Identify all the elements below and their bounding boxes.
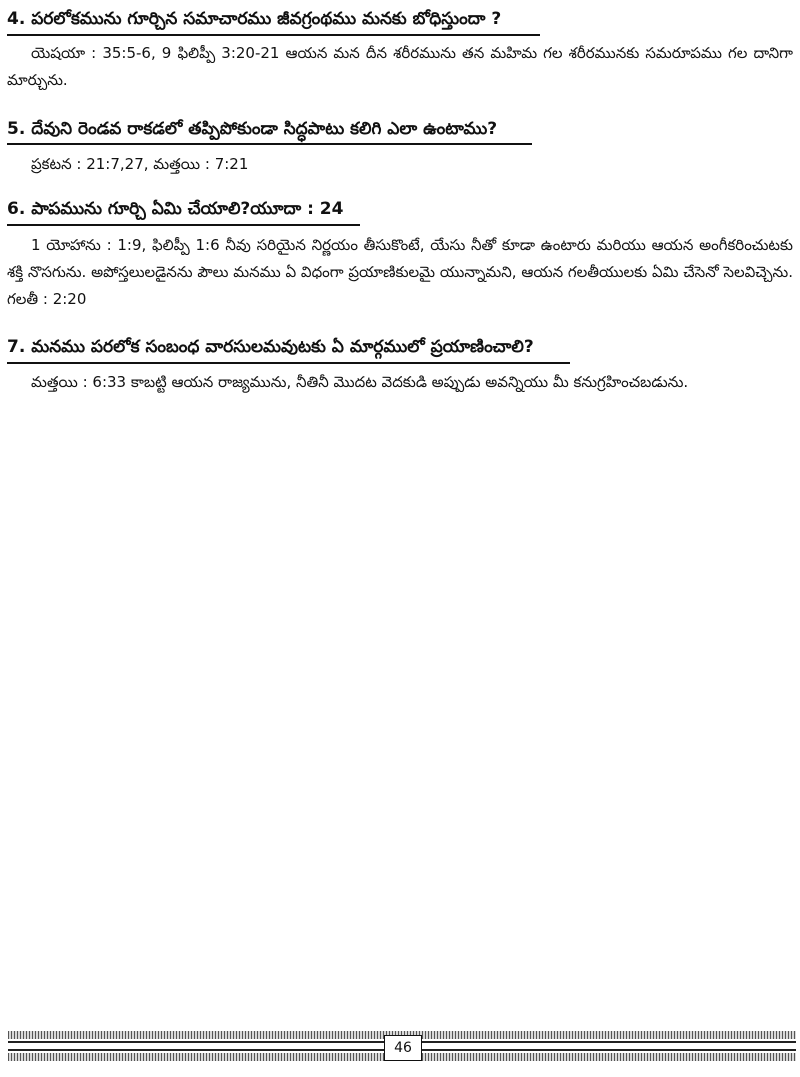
answer-text: ప్రకటన : 21:7,27, మత్తయి : 7:21 — [31, 155, 249, 173]
page-number: 46 — [384, 1035, 422, 1061]
question-underline — [7, 362, 570, 364]
question-underline — [7, 34, 540, 36]
question-heading: 4. పరలోకమును గూర్చిన సమాచారము జీవగ్రంథము మనకు బోధిస్తుందా ? — [7, 9, 502, 29]
answer-text: 1 యోహాను : 1:9, ఫిలిప్పీ 1:6 నీవు సరియైన నిర్ణయం తీసుకొంటే, యేసు నీతో కూడా ఉంటారు మరియు ఆయన అంగీకరించుటకు శక్తి నొసగును. అపోస్తలులడైనను పౌలు మనము ఏ విధంగా ప్రయాణికులమై యున్నామని, ఆయన గలతీయులకు ఏమి చేసెనో సెలవిచ్చెను. గలతీ : 2:20 — [7, 236, 793, 308]
answer-text: మత్తయి : 6:33 కాబట్టి ఆయన రాజ్యమును, నీతినీ మొదట వెదకుడి అప్పుడు అవన్నియు మీ కనుగ్రహించబడును. — [31, 373, 689, 391]
answer-text: యెషయా : 35:5-6, 9 ఫిలిప్పీ 3:20-21 ఆయన మన దీన శరీరమును తన మహిమ గల శరీరమునకు సమరూపము గల దానిగా మార్చును. — [7, 44, 793, 89]
question-underline — [7, 143, 532, 145]
page-footer — [0, 1027, 800, 1067]
question-underline — [7, 224, 360, 226]
question-heading: 5. దేవుని రెండవ రాకడలో తప్పిపోకుండా సిద్ధపాటు కలిగి ఎలా ఉంటాము? — [7, 119, 498, 139]
question-heading: 6. పాపమును గూర్చి ఏమి చేయాలి?యూదా : 24 — [7, 199, 344, 219]
question-heading: 7. మనము పరలోక సంబంధ వారసులమవుటకు ఏ మార్గములో ప్రయాణించాలి? — [7, 337, 534, 357]
